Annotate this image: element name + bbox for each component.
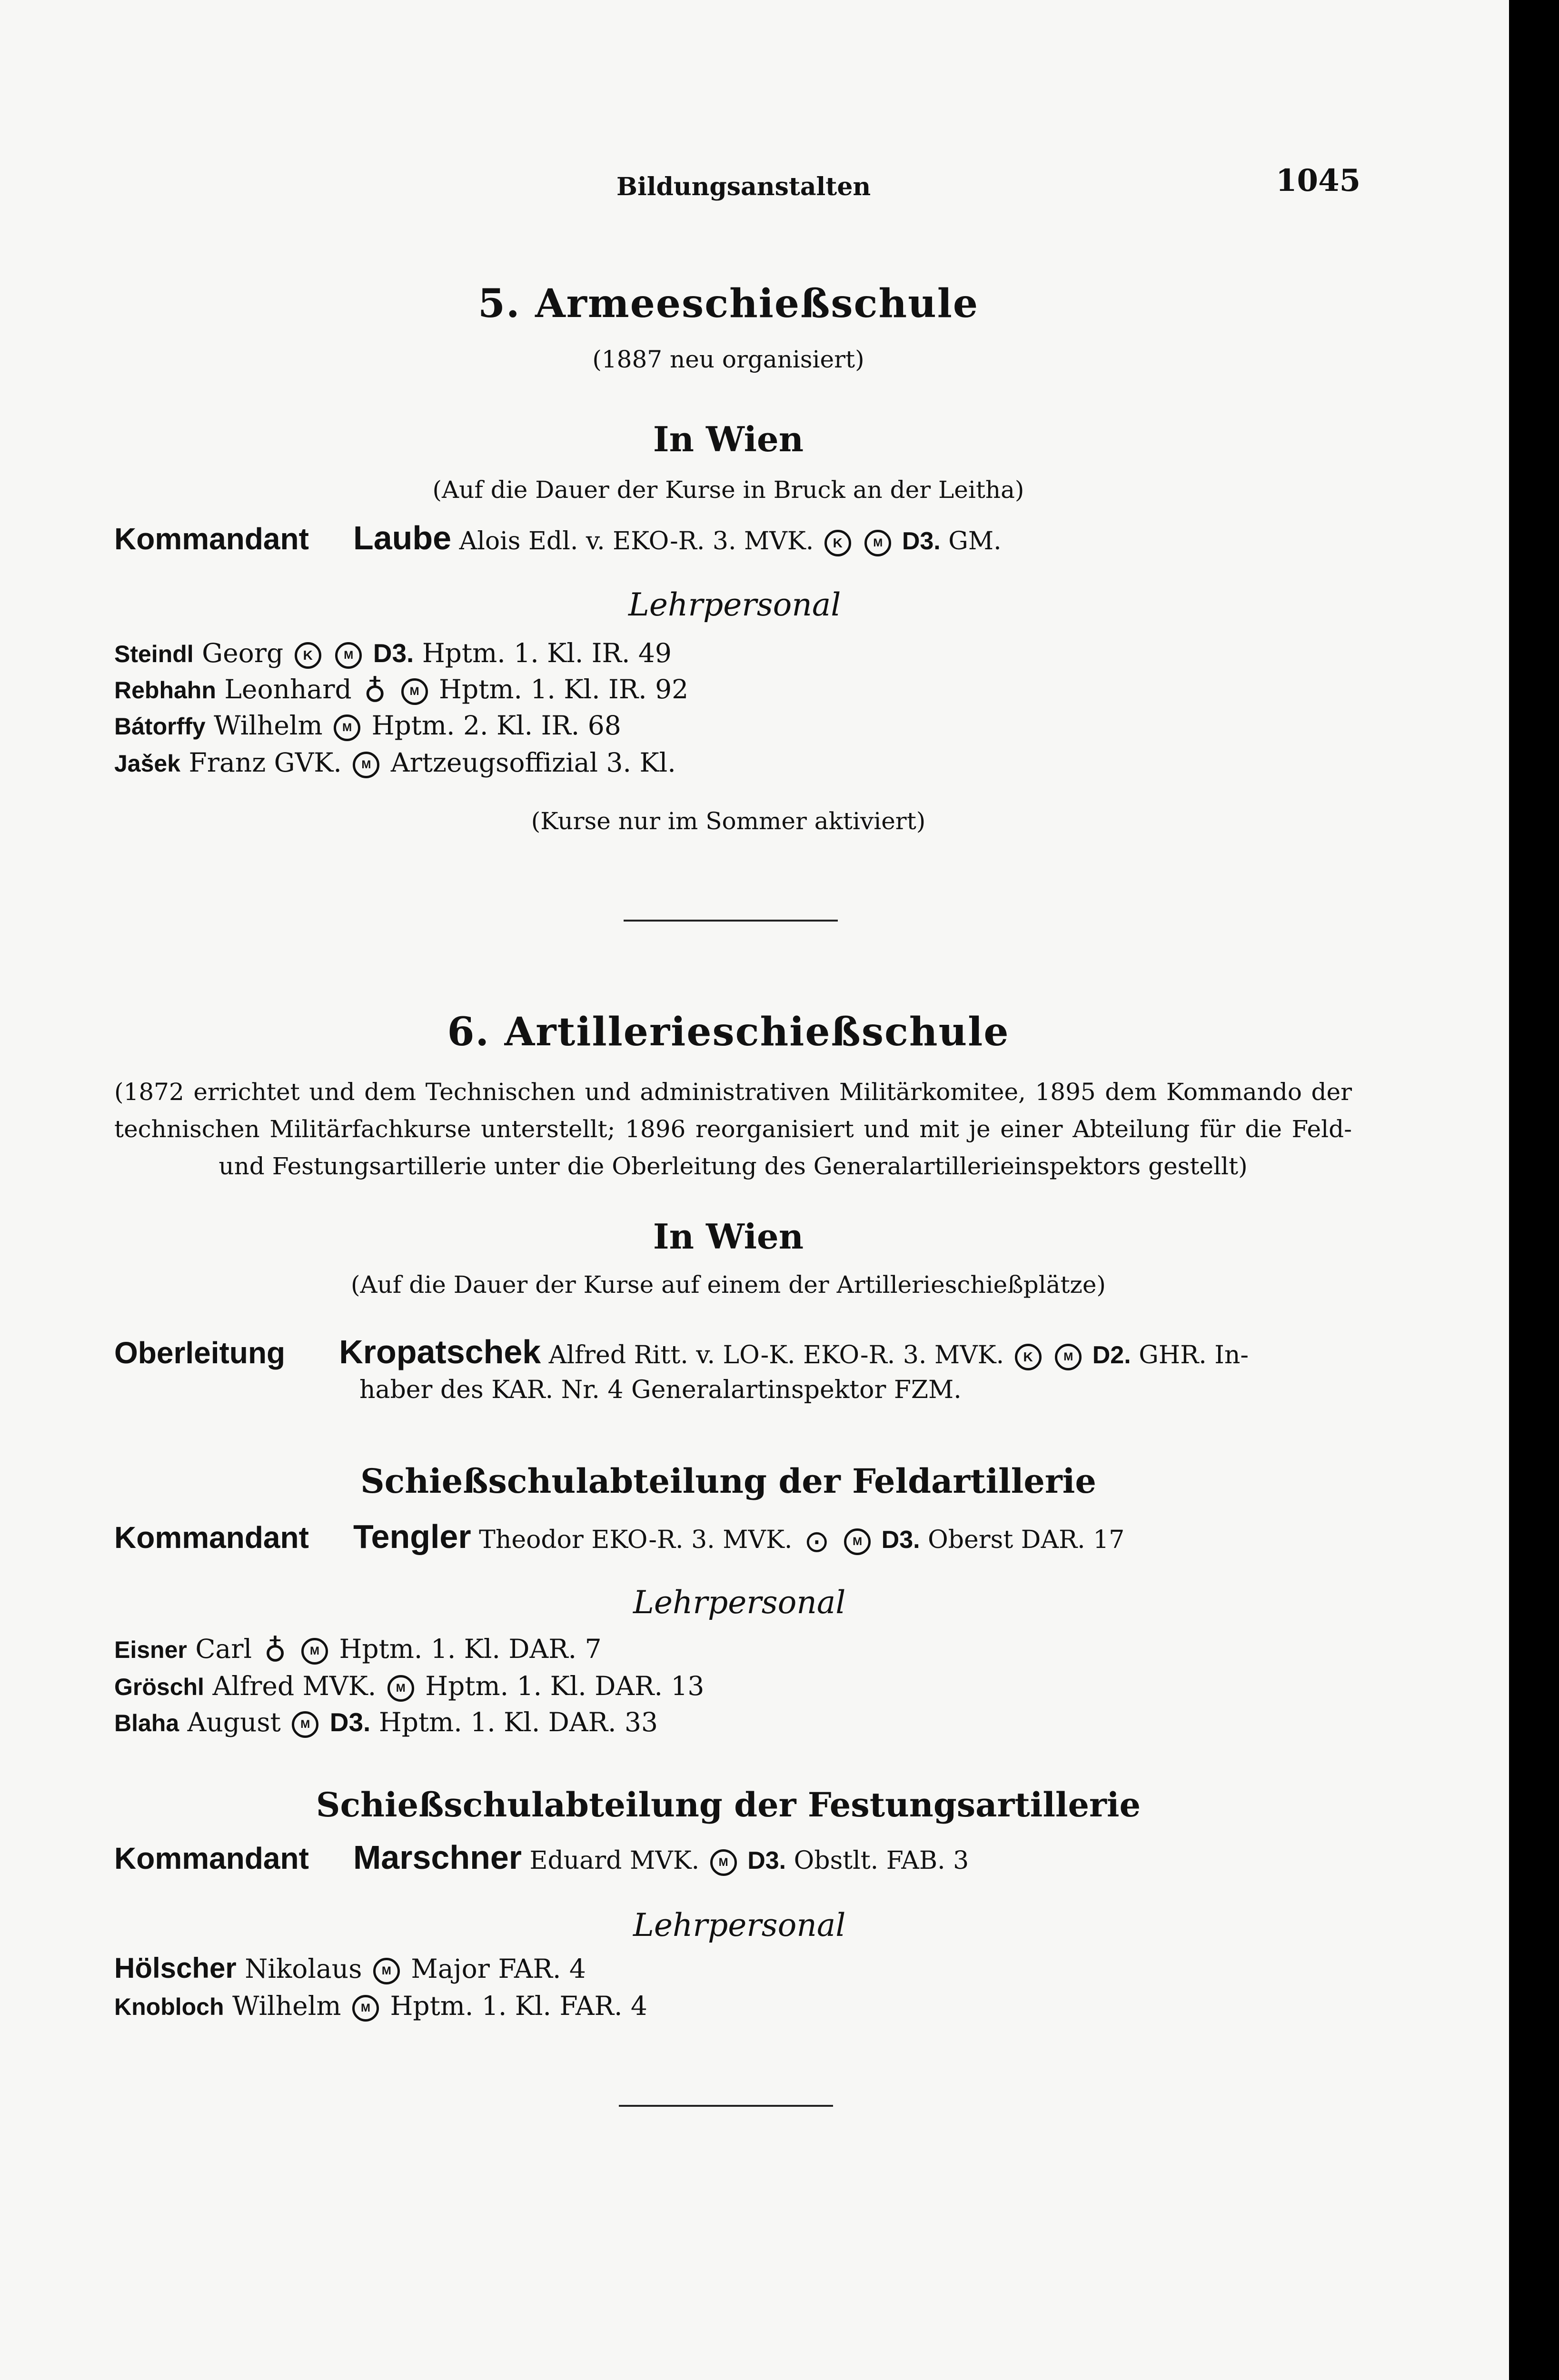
- feld-staff-heading: Lehrpersonal: [633, 1584, 846, 1621]
- order-k-icon: K: [1015, 1344, 1042, 1370]
- commander-text: Theodor EKO-R. 3. MVK.: [479, 1526, 793, 1554]
- section5-footnote: (Kurse nur im Sommer aktiviert): [531, 807, 926, 835]
- oberleitung-line: [114, 1333, 1249, 1371]
- staff-firstname: Leonhard: [224, 674, 352, 704]
- staff-row: [114, 638, 672, 669]
- staff-firstname: August: [187, 1707, 281, 1737]
- section6-city-note: (Auf die Dauer der Kurse auf einem der Artillerieschießplätze): [351, 1271, 1106, 1299]
- staff-rank: Hptm. 1. Kl. IR. 92: [439, 674, 689, 704]
- page-number: 1045: [1276, 163, 1361, 198]
- commander-rank: Obstlt. FAB. 3: [794, 1846, 969, 1875]
- feld-title: Schießschulabteilung der Feldartillerie: [360, 1461, 1096, 1501]
- commander-surname: Tengler: [353, 1518, 471, 1555]
- staff-surname: Gröschl: [114, 1674, 204, 1700]
- oberleitung-label: Oberleitung: [114, 1336, 286, 1370]
- d-code: D3.: [747, 1847, 786, 1874]
- d-code: D3.: [881, 1526, 920, 1554]
- section6-city: In Wien: [653, 1216, 804, 1257]
- medal-m-icon: M: [335, 642, 362, 669]
- section5-commander: [114, 519, 1002, 557]
- staff-firstname: Wilhelm: [214, 710, 323, 741]
- staff-firstname: Carl: [195, 1634, 252, 1664]
- medal-m-icon: M: [864, 530, 891, 556]
- decoration-icon: ♁: [264, 1634, 287, 1669]
- medal-m-icon: M: [1055, 1344, 1082, 1370]
- section6-description: (1872 errichtet und dem Technischen und administrativen Militärkomitee, 1895 dem Kommando der technischen Militärfachkurse unterstellt; 1896 reorganisiert und mit je einer Abteilung für die Feld- und Festungsartillerie unter die Oberleitung des Generalartillerieinspektors gestellt): [114, 1078, 1352, 1180]
- staff-rank: Hptm. 1. Kl. DAR. 33: [378, 1707, 658, 1737]
- section5-title: 5. Armeeschießschule: [477, 281, 979, 327]
- staff-row: [114, 1634, 602, 1669]
- decoration-icon: ♁: [364, 674, 387, 709]
- staff-firstname: Georg: [202, 638, 284, 668]
- staff-row: [114, 747, 676, 778]
- section5-city: In Wien: [653, 419, 804, 459]
- commander-surname: Marschner: [353, 1839, 522, 1876]
- staff-firstname: Wilhelm: [232, 1991, 341, 2021]
- medal-m-icon: M: [292, 1711, 318, 1738]
- section5-subtitle: (1887 neu organisiert): [592, 346, 864, 373]
- staff-firstname: Nikolaus: [245, 1954, 362, 1984]
- staff-rank: Hptm. 1. Kl. DAR. 7: [339, 1634, 602, 1664]
- staff-row: [114, 1991, 647, 2022]
- medal-m-icon: M: [334, 714, 360, 741]
- medal-m-icon: M: [387, 1675, 414, 1702]
- commander-text: Alois Edl. v. EKO-R. 3. MVK.: [459, 527, 814, 555]
- staff-surname: Eisner: [114, 1636, 187, 1663]
- d-code: D3.: [373, 638, 414, 668]
- staff-surname: Jašek: [114, 750, 181, 777]
- feld-commander: [114, 1517, 1124, 1557]
- festung-commander: [114, 1838, 969, 1876]
- commander-text: Eduard MVK.: [529, 1846, 700, 1875]
- order-k-icon: K: [824, 530, 851, 556]
- medal-m-icon: M: [401, 678, 428, 705]
- staff-surname: Steindl: [114, 641, 194, 667]
- d-code: D3.: [329, 1707, 371, 1737]
- festung-title: Schießschulabteilung der Festungsartillerie: [316, 1785, 1141, 1825]
- staff-row: [114, 710, 621, 741]
- staff-surname: Rebhahn: [114, 677, 216, 704]
- staff-surname: Knobloch: [114, 1993, 224, 2020]
- rank: GM.: [948, 527, 1002, 555]
- festung-staff-heading: Lehrpersonal: [633, 1907, 846, 1944]
- commander-surname: Laube: [353, 519, 452, 556]
- medal-m-icon: M: [710, 1849, 737, 1876]
- medal-m-icon: M: [301, 1638, 328, 1665]
- staff-firstname: Alfred MVK.: [212, 1671, 377, 1701]
- section6-title: 6. Artillerieschießschule: [447, 1009, 1010, 1055]
- medal-m-icon: M: [353, 752, 379, 778]
- section5-city-note: (Auf die Dauer der Kurse in Bruck an der Leitha): [432, 476, 1024, 504]
- staff-rank: Hptm. 2. Kl. IR. 68: [371, 710, 621, 741]
- commander-rank: Oberst DAR. 17: [928, 1526, 1125, 1554]
- oberleitung-continuation: haber des KAR. Nr. 4 Generalartinspektor FZM.: [359, 1376, 962, 1404]
- oberleitung-title: GHR. In-: [1139, 1341, 1249, 1369]
- staff-surname: Hölscher: [114, 1952, 237, 1984]
- commander-label: Kommandant: [114, 1520, 309, 1555]
- medal-m-icon: M: [373, 1958, 400, 1984]
- oberleitung-text: Alfred Ritt. v. LO-K. EKO-R. 3. MVK.: [548, 1341, 1004, 1369]
- staff-row: [114, 1952, 586, 1984]
- staff-rank: Major FAR. 4: [411, 1954, 586, 1984]
- oberleitung-surname: Kropatschek: [339, 1333, 541, 1370]
- commander-label: Kommandant: [114, 1841, 309, 1875]
- staff-rank: Hptm. 1. Kl. DAR. 13: [425, 1671, 705, 1701]
- running-title: Bildungsanstalten: [616, 172, 871, 201]
- staff-row: [114, 1707, 658, 1738]
- section-divider: [619, 2105, 833, 2107]
- staff-rank: Hptm. 1. Kl. IR. 49: [422, 638, 672, 668]
- staff-surname: Bátorffy: [114, 713, 206, 740]
- medal-m-icon: M: [844, 1528, 871, 1555]
- staff-rank: Hptm. 1. Kl. FAR. 4: [390, 1991, 647, 2021]
- staff-rank: Artzeugsoffizial 3. Kl.: [390, 747, 676, 778]
- staff-row: [114, 1671, 704, 1702]
- section-divider: [624, 920, 838, 922]
- decoration-icon: ⊙: [804, 1524, 830, 1559]
- medal-m-icon: M: [352, 1995, 379, 2022]
- staff-row: [114, 674, 688, 707]
- d-code: D2.: [1092, 1341, 1131, 1369]
- d-code: D3.: [902, 527, 941, 555]
- order-k-icon: K: [295, 642, 321, 669]
- section5-staff-heading: Lehrpersonal: [628, 586, 841, 623]
- staff-surname: Blaha: [114, 1710, 179, 1736]
- commander-label: Kommandant: [114, 522, 309, 556]
- staff-firstname: Franz GVK.: [189, 747, 342, 778]
